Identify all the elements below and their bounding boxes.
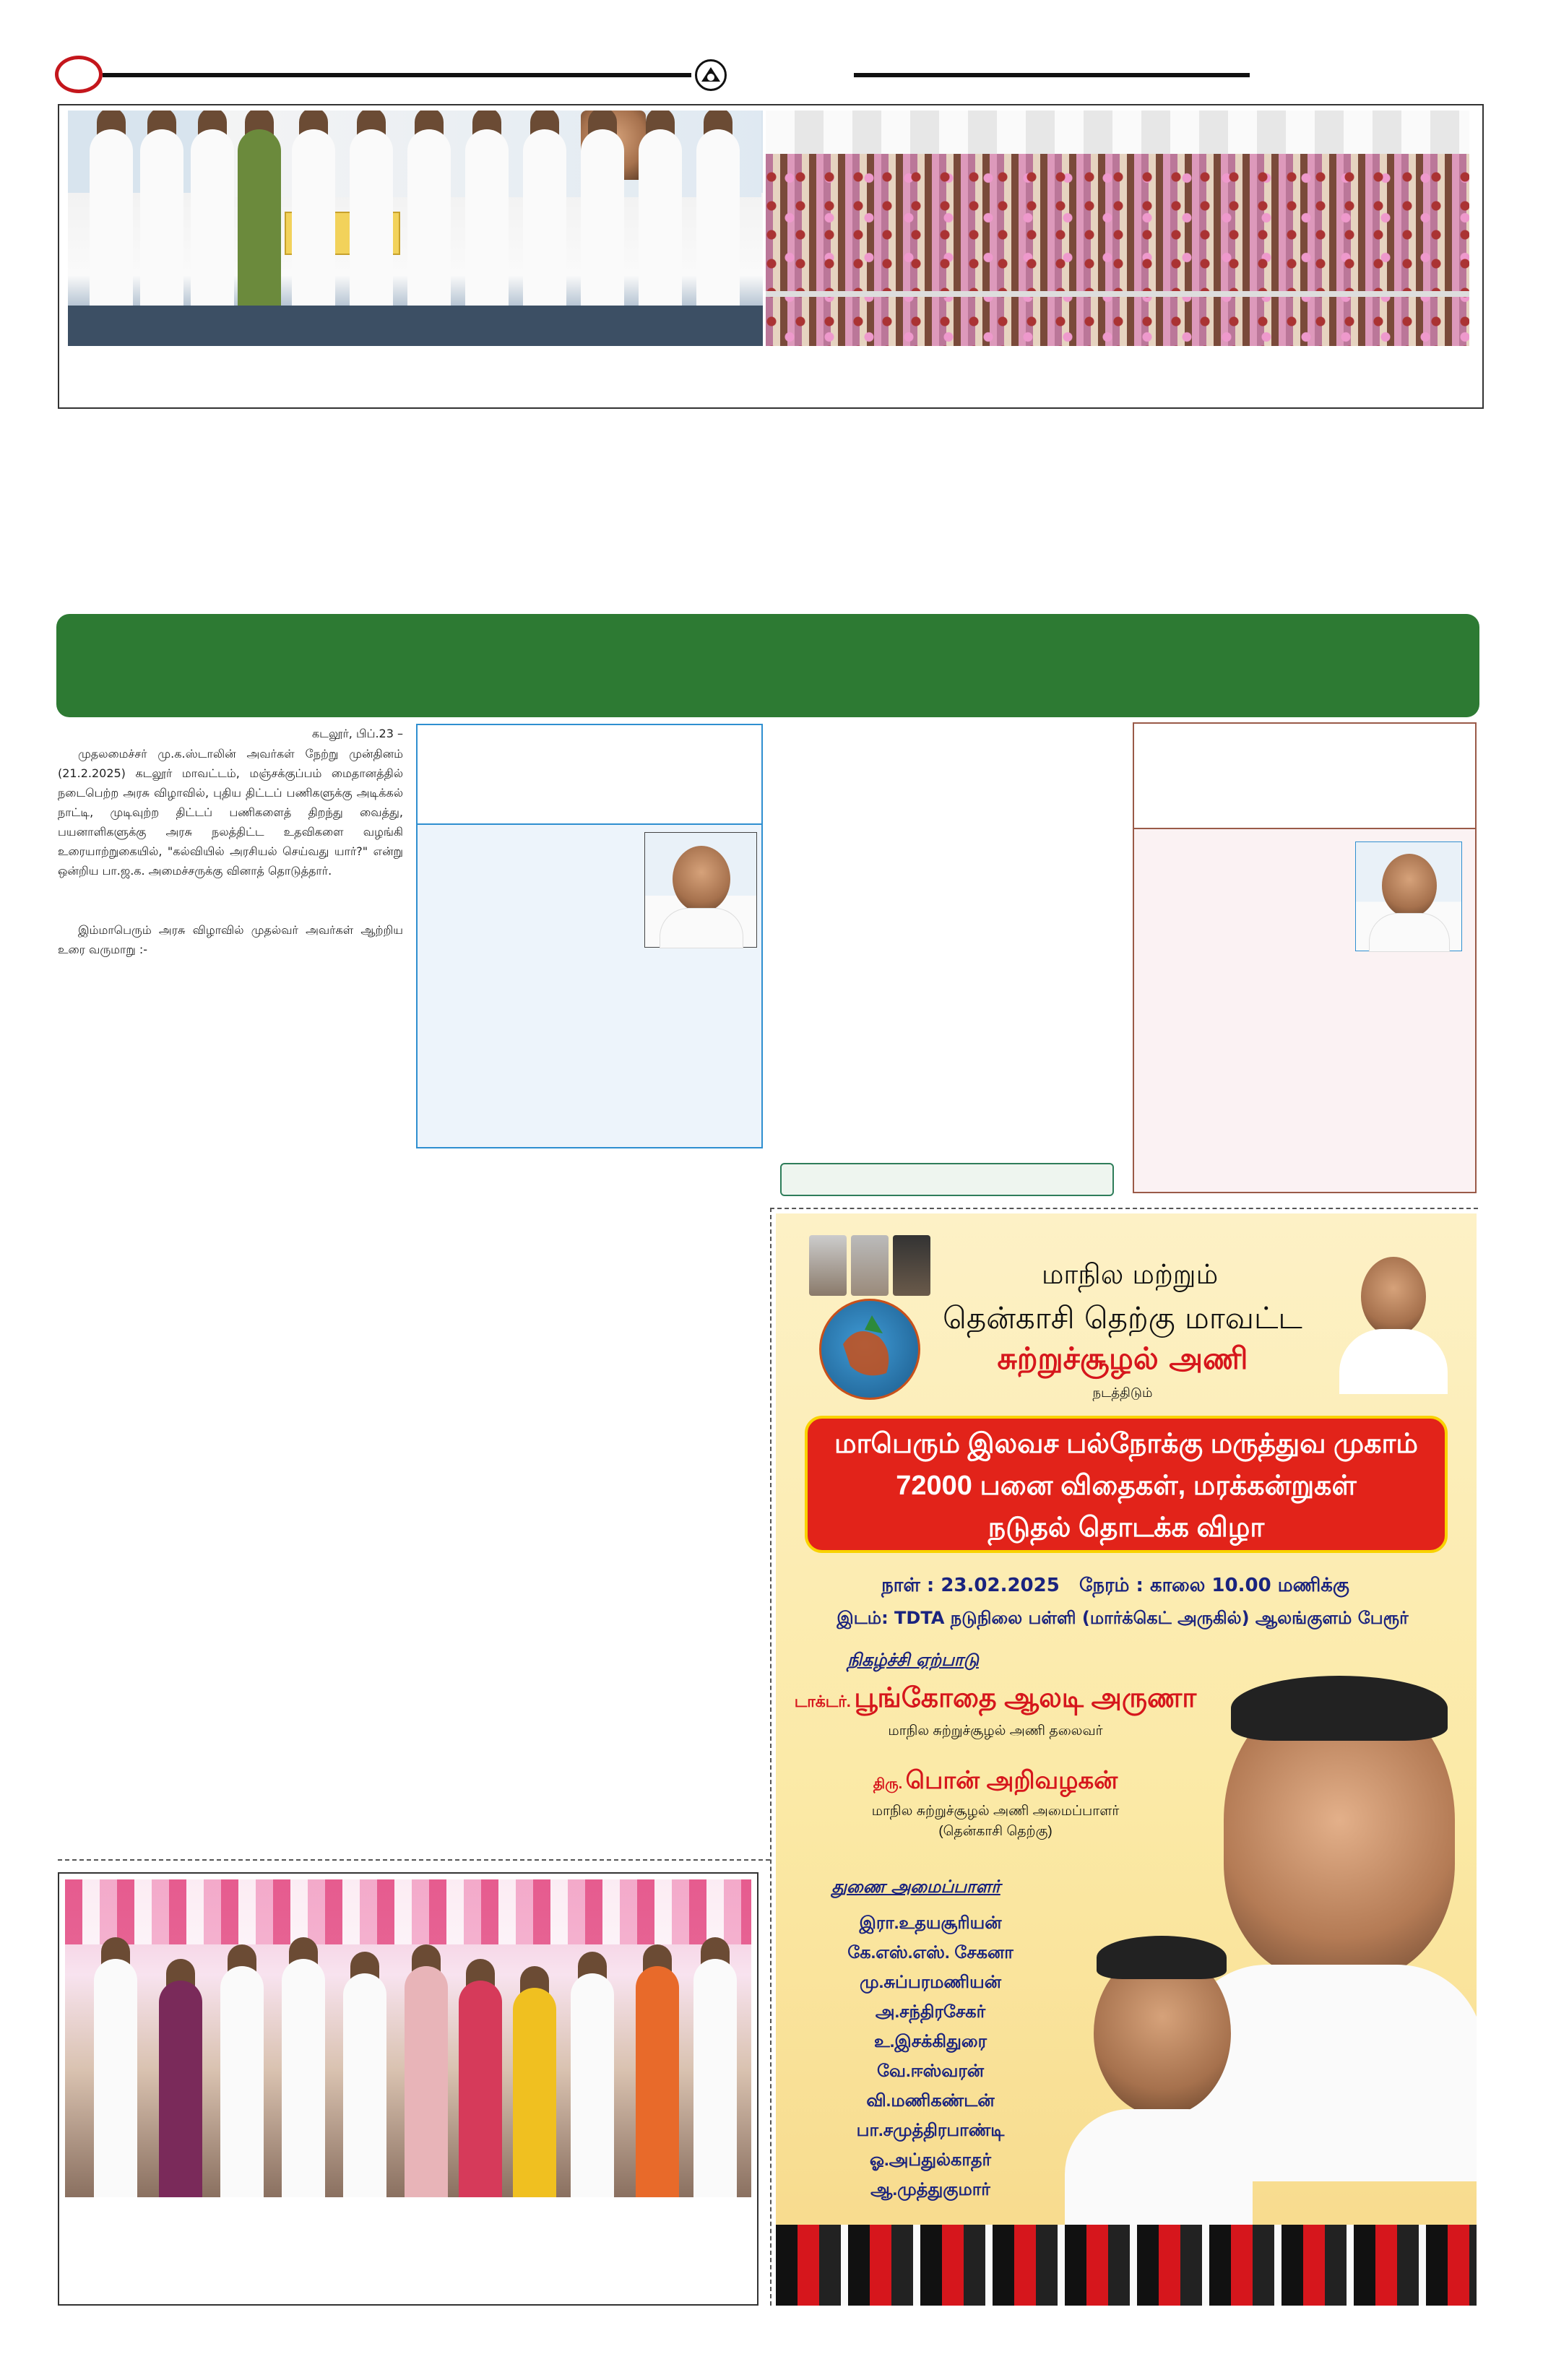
ad-organizer-1: [793, 1683, 1198, 1755]
ad-line-2: தென்காசி தெற்கு மாவட்ட: [943, 1300, 1302, 1336]
crowd-photo: [766, 111, 1469, 346]
ad-banner-line-3: நடுதல் தொடக்க விழா: [987, 1513, 1265, 1543]
dashed-divider-left-bottom: [58, 1859, 770, 1861]
ad-organizer-2-role-1: மாநில சுற்றுச்சூழல் அணி அமைப்பாளர்: [871, 1804, 1120, 1819]
headline-text: [56, 614, 1479, 641]
stage-ceremony-photo: [68, 111, 763, 346]
blue-sidebar-head: [418, 725, 761, 825]
ad-line-4: நடத்திடும்: [1092, 1385, 1153, 1401]
ad-deputy-item: கே.எஸ்.எஸ். சேகனா: [847, 1943, 1013, 1963]
top-photo-caption: [72, 354, 1466, 397]
ad-deputy-item: பா.சமுத்திரபாண்டி: [856, 2121, 1005, 2140]
ad-deputy-item: வே.ஈஸ்வரன்: [876, 2061, 985, 2081]
crowd-canopy: [766, 111, 1469, 154]
event-advertisement: [776, 1213, 1477, 2306]
ad-red-banner: [805, 1416, 1448, 1553]
small-caption-tag: [780, 1163, 1114, 1196]
ad-deputy-heading: துணை அமைப்பாளர்: [831, 1877, 1000, 1897]
environment-globe-icon: [819, 1299, 920, 1400]
ad-deputy-item: இரா.உதயசூரியன்: [859, 1913, 1002, 1933]
dashed-divider-vertical: [770, 1208, 772, 2306]
ad-organizer-2: [793, 1767, 1198, 1853]
blue-sidebar-portrait: [644, 832, 757, 948]
ad-portrait-top-right: [1339, 1257, 1448, 1394]
leader-portraits: [809, 1235, 932, 1296]
masthead-rule-right: [854, 73, 1250, 77]
ad-organizer-1-name: பூங்கோதை ஆலடி அருணா: [854, 1683, 1197, 1713]
ad-deputy-item: மு.சுப்பரமணியன்: [860, 1973, 1001, 1992]
ad-organizer-2-role-2: (தென்காசி தெற்கு): [938, 1824, 1053, 1839]
dashed-divider-right-top: [770, 1208, 1478, 1209]
ad-deputy-list: [793, 1908, 1068, 2204]
sunrise-emblem-icon: [695, 59, 727, 91]
ad-line-1: மாநில மற்றும்: [1041, 1258, 1219, 1290]
article-dateline: கடலூர், பிப்.23 –: [311, 727, 403, 740]
wedding-photo: [65, 1879, 751, 2197]
ad-venue-line: இடம்: TDTA நடுநிலை பள்ளி (மார்க்கெட் அருகில்) ஆலங்குளம் பேரூர்: [837, 1608, 1409, 1628]
article-paragraph-1: முதலமைச்சர் மு.க.ஸ்டாலின் அவர்கள் நேற்று முன்தினம் (21.2.2025) கடலூர் மாவட்டம், மஞ்சக்குப்பம் மைதானத்தில் நடைபெற்ற அரசு விழாவில், புதிய திட்டப் பணிகளுக்கு அடிக்கல் நாட்டி, முடிவுற்ற திட்டப் பணிகளைத் திறந்து வைத்து, பயனாளிகளுக்கு அரசு நலத்திட்ட உதவிகளை வழங்கி உரையாற்றுகையில், "கல்வியில் அரசியல் செய்வது யார்?" என்று ஒன்றிய பா.ஜ.க. அமைச்சருக்கு வினாத் தொடுத்தார்.: [58, 747, 403, 878]
ad-deputy-item: அ.சந்திரசேகர்: [875, 2002, 986, 2022]
ad-banner-line-2: 72000 பனை விதைகள், மரக்கன்றுகள்: [896, 1471, 1357, 1501]
ad-organizer-2-prefix: திரு.: [873, 1776, 903, 1792]
stage-floor: [68, 306, 763, 346]
ad-organizer-1-prefix: டாக்டர்.: [794, 1692, 851, 1710]
pink-sidebar-head: [1134, 724, 1475, 829]
ad-deputy-item: ஓ.அப்துல்காதர்: [869, 2150, 992, 2170]
pink-sidebar-portrait: [1355, 841, 1462, 951]
ad-date-line: நாள் : 23.02.2025 நேரம் : காலை 10.00 மணிக்கு: [881, 1575, 1349, 1596]
ad-deputy-item: வி.மணிகண்டன்: [866, 2091, 995, 2111]
ad-flag-crowd: [776, 2225, 1477, 2306]
ad-organizer-1-role: மாநில சுற்றுச்சூழல் அணி தலைவர்: [888, 1723, 1103, 1739]
ad-deputy-item: உ.இசக்கிதுரை: [873, 2032, 987, 2051]
masthead-rule-left: [103, 73, 691, 77]
masthead-circle: [55, 56, 103, 93]
ad-banner-line-1: மாபெரும் இலவச பல்நோக்கு மருத்துவ முகாம்: [834, 1429, 1418, 1459]
crowd-barricade: [766, 291, 1469, 297]
flower-canopy: [65, 1879, 751, 1944]
article-paragraph-2: இம்மாபெரும் அரசு விழாவில் முதல்வர் அவர்கள் ஆற்றிய உரை வருமாறு :-: [58, 923, 403, 956]
ad-deputy-item: ஆ.முத்துகுமார்: [870, 2180, 990, 2199]
ad-line-3: சுற்றுச்சூழல் அணி: [997, 1341, 1248, 1376]
ad-large-portrait-center: [1050, 1936, 1267, 2225]
ad-arranged-heading: நிகழ்ச்சி ஏற்பாடு: [847, 1650, 979, 1670]
headline-banner: [56, 614, 1479, 717]
ad-organizer-2-name: பொன் அறிவழகன்: [905, 1767, 1118, 1794]
